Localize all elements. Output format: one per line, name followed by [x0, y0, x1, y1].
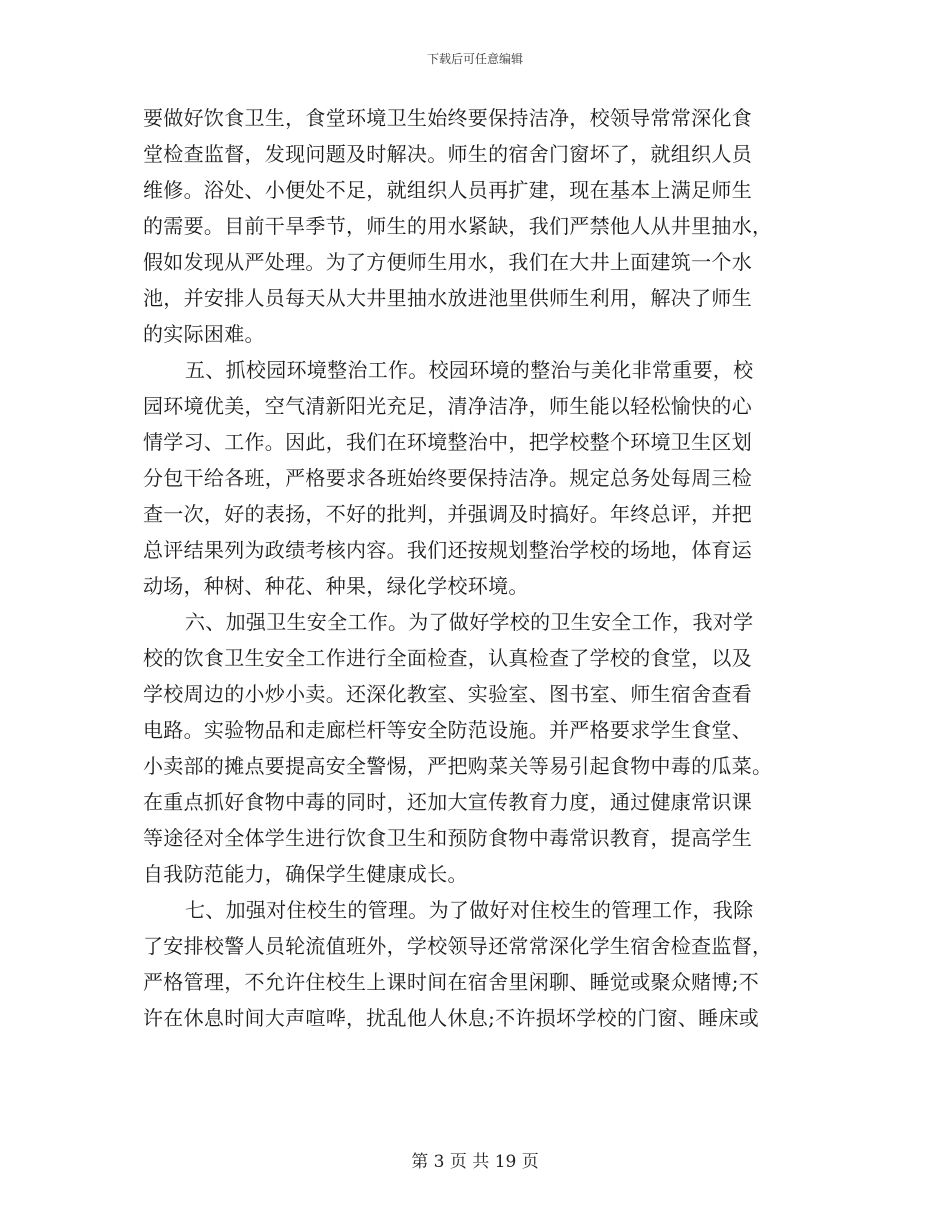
section-heading-line: 六、加强卫生安全工作。为了做好学校的卫生安全工作，我对学	[185, 610, 754, 634]
text-line: 小卖部的摊点要提高安全警惕，严把购菜关等易引起食物中毒的瓜菜。	[143, 754, 773, 778]
text-line: 园环境优美，空气清新阳光充足，清净洁净，师生能以轻松愉快的心	[143, 394, 752, 418]
text-line: 总评结果列为政绩考核内容。我们还按规划整治学校的场地，体育运	[143, 538, 752, 562]
text-line: 要做好饮食卫生，食堂环境卫生始终要保持洁净，校领导常常深化食	[143, 106, 752, 130]
page-header: 下载后可任意编辑	[426, 52, 523, 66]
text-line: 电路。实验物品和走廊栏杆等安全防范设施。并严格要求学生食堂、	[143, 718, 752, 742]
page-number: 第 3 页 共 19 页	[411, 1152, 539, 1172]
text-line: 池，并安排人员每天从大井里抽水放进池里供师生利用，解决了师生	[143, 286, 752, 310]
text-line: 分包干给各班，严格要求各班始终要保持洁净。规定总务处每周三检	[143, 466, 752, 490]
document-body	[143, 100, 803, 1036]
text-line: 情学习、工作。因此，我们在环境整治中，把学校整个环境卫生区划	[143, 430, 752, 454]
text-line: 了安排校警人员轮流值班外，学校领导还常常深化学生宿舍检查监督，	[143, 934, 773, 958]
text-line: 的实际困难。	[143, 322, 265, 346]
section-heading-line: 五、抓校园环境整治工作。校园环境的整治与美化非常重要，校	[185, 358, 754, 382]
section-heading-line: 七、加强对住校生的管理。为了做好对住校生的管理工作，我除	[185, 898, 754, 922]
text-line: 动场，种树、种花、种果，绿化学校环境。	[143, 574, 529, 598]
text-line: 假如发现从严处理。为了方便师生用水，我们在大井上面建筑一个水	[143, 250, 752, 274]
text-line: 学校周边的小炒小卖。还深化教室、实验室、图书室、师生宿舍查看	[143, 682, 752, 706]
text-line: 的需要。目前干旱季节，师生的用水紧缺，我们严禁他人从井里抽水，	[143, 214, 773, 238]
text-line: 等途径对全体学生进行饮食卫生和预防食物中毒常识教育，提高学生	[143, 826, 752, 850]
text-line: 堂检查监督，发现问题及时解决。师生的宿舍门窗坏了，就组织人员	[143, 142, 752, 166]
text-line: 查一次，好的表扬，不好的批判，并强调及时搞好。年终总评，并把	[143, 502, 752, 526]
text-line: 维修。浴处、小便处不足，就组织人员再扩建，现在基本上满足师生	[143, 178, 752, 202]
text-line: 许在休息时间大声喧哗，扰乱他人休息;不许损坏学校的门窗、睡床或	[143, 1006, 760, 1030]
text-line: 在重点抓好食物中毒的同时，还加大宣传教育力度，通过健康常识课	[143, 790, 752, 814]
text-line: 自我防范能力，确保学生健康成长。	[143, 862, 468, 886]
text-line: 严格管理，不允许住校生上课时间在宿舍里闲聊、睡觉或聚众赌博;不	[143, 970, 760, 994]
text-line: 校的饮食卫生安全工作进行全面检查，认真检查了学校的食堂，以及	[143, 646, 752, 670]
